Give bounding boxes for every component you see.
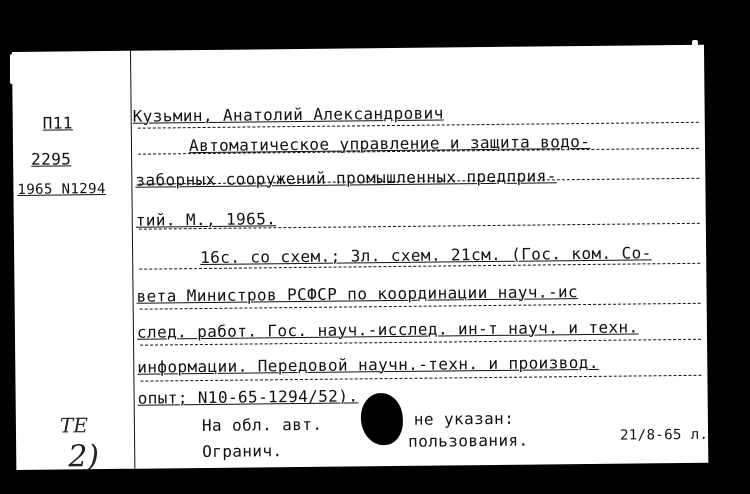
series-line-4: опыт; N10-65-1294/52). xyxy=(137,386,359,408)
scan-artifact xyxy=(692,40,698,80)
handwritten-mark-top: ТЕ xyxy=(59,413,88,438)
series-line-3: информации. Передовой научн.-техн. и производ. xyxy=(137,352,599,377)
catalog-card xyxy=(12,45,709,475)
title-line-3: тий. М., 1965. xyxy=(135,209,277,230)
note-cover-author: На обл. авт. xyxy=(201,414,323,436)
inventory-number: 2295 xyxy=(31,149,72,169)
ruled-line xyxy=(140,375,701,382)
handwritten-mark-bottom: 2) xyxy=(68,439,100,475)
scan-artifact xyxy=(10,54,14,84)
catalog-code: 1965 N1294 xyxy=(17,181,106,198)
author-heading: Кузьмин, Анатолий Александрович xyxy=(132,103,444,126)
note-restricted: Огранич. xyxy=(202,441,283,462)
note-not-indicated: не указан: xyxy=(413,408,515,429)
title-line-2: заборных сооружений промышленных предприя- xyxy=(135,166,557,190)
ink-blot xyxy=(361,393,404,445)
call-number: П11 xyxy=(42,113,73,133)
date-stamp: 21/8-65 л. xyxy=(619,426,709,444)
series-line-2: след. работ. Гос. науч.-исслед. ин-т науч. и техн. xyxy=(136,317,639,342)
title-line-1: Автоматическое управление и защита водо- xyxy=(188,131,591,156)
note-usage: пользования. xyxy=(407,430,529,451)
series-line-1: вета Министров РСФСР по координации науч.-ис xyxy=(136,282,579,306)
collation-line: 16с. со схем.; 3л. схем. 21см. (Гос. ком. Со- xyxy=(200,243,652,268)
